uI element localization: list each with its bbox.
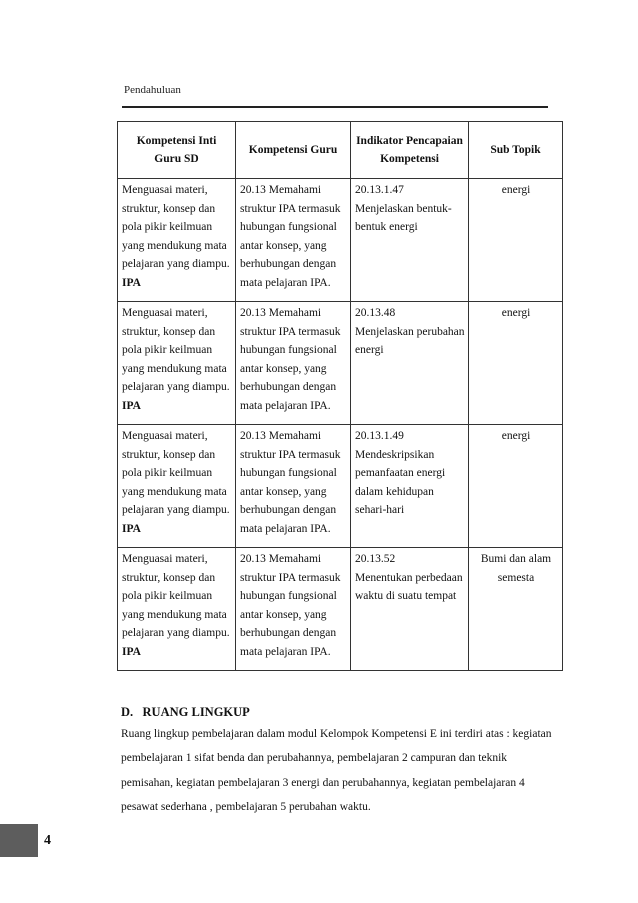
core-competency-text: Menguasai materi, struktur, konsep dan pola pikir keilmuan yang mendukung mata pelajaran yang diampu. <box>122 307 230 393</box>
table-row <box>118 302 563 425</box>
sub-topic-cell: energi <box>469 179 563 302</box>
indicator-code: 20.13.1.49 <box>355 430 404 442</box>
section-paragraph: Ruang lingkup pembelajaran dalam modul Kelompok Kompetensi E ini terdiri atas : kegiatan pembelajaran 1 sifat benda dan perubahannya, pembelajaran 2 campuran dan teknik pemisahan, kegiatan pembelajaran 3 energi dan perubahannya, kegiatan pembelajaran 4 pesawat sederhana , pembelajaran 5 perubahan waktu. <box>121 728 552 813</box>
core-competency-text: Menguasai materi, struktur, konsep dan pola pikir keilmuan yang mendukung mata pelajaran yang diampu. <box>122 553 230 639</box>
table-row <box>118 425 563 548</box>
sub-topic-cell: energi <box>469 425 563 548</box>
core-competency-text: Menguasai materi, struktur, konsep dan pola pikir keilmuan yang mendukung mata pelajaran yang diampu. <box>122 430 230 516</box>
indicator-text: Menjelaskan bentuk-bentuk energi <box>355 202 452 233</box>
indicator-code: 20.13.52 <box>355 553 396 565</box>
indicator-cell <box>351 425 469 548</box>
core-competency-cell <box>118 302 236 425</box>
subject-label: IPA <box>122 276 141 289</box>
sub-topic-cell: energi <box>469 302 563 425</box>
subject-label: IPA <box>122 522 141 535</box>
core-competency-cell <box>118 425 236 548</box>
page-number: 4 <box>44 833 51 848</box>
subject-label: IPA <box>122 645 141 658</box>
indicator-text: Mendeskripsikan pemanfaatan energi dalam kehidupan sehari-hari <box>355 448 446 516</box>
core-competency-cell <box>118 548 236 671</box>
indicator-code: 20.13.1.47 <box>355 184 404 196</box>
section-heading: D. RUANG LINGKUP <box>121 705 250 719</box>
indicator-cell <box>351 548 469 671</box>
teacher-competency-cell: 20.13 Memahami struktur IPA termasuk hubungan fungsional antar konsep, yang berhubungan dengan mata pelajaran IPA. <box>236 179 351 302</box>
table-row <box>118 548 563 671</box>
table-row <box>118 179 563 302</box>
indicator-text: Menjelaskan perubahan energi <box>355 325 465 356</box>
subject-label: IPA <box>122 399 141 412</box>
core-competency-text: Menguasai materi, struktur, konsep dan pola pikir keilmuan yang mendukung mata pelajaran yang diampu. <box>122 184 230 270</box>
indicator-text: Menentukan perbedaan waktu di suatu tempat <box>355 571 463 602</box>
table-header-row <box>118 122 563 179</box>
col-header-kompetensi-guru: Kompetensi Guru <box>236 122 351 179</box>
col-header-indikator: Indikator Pencapaian Kompetensi <box>351 122 469 179</box>
sub-topic-cell: Bumi dan alam semesta <box>469 548 563 671</box>
teacher-competency-cell: 20.13 Memahami struktur IPA termasuk hubungan fungsional antar konsep, yang berhubungan dengan mata pelajaran IPA. <box>236 548 351 671</box>
indicator-cell <box>351 179 469 302</box>
teacher-competency-cell: 20.13 Memahami struktur IPA termasuk hubungan fungsional antar konsep, yang berhubungan dengan mata pelajaran IPA. <box>236 425 351 548</box>
indicator-cell <box>351 302 469 425</box>
header-divider <box>122 106 548 108</box>
running-header: Pendahuluan <box>124 84 181 96</box>
page-number-tab <box>0 824 38 857</box>
col-header-kompetensi-inti: Kompetensi Inti Guru SD <box>118 122 236 179</box>
teacher-competency-cell: 20.13 Memahami struktur IPA termasuk hubungan fungsional antar konsep, yang berhubungan dengan mata pelajaran IPA. <box>236 302 351 425</box>
core-competency-cell <box>118 179 236 302</box>
competency-table <box>117 121 563 671</box>
indicator-code: 20.13.48 <box>355 307 396 319</box>
col-header-sub-topik: Sub Topik <box>469 122 563 179</box>
